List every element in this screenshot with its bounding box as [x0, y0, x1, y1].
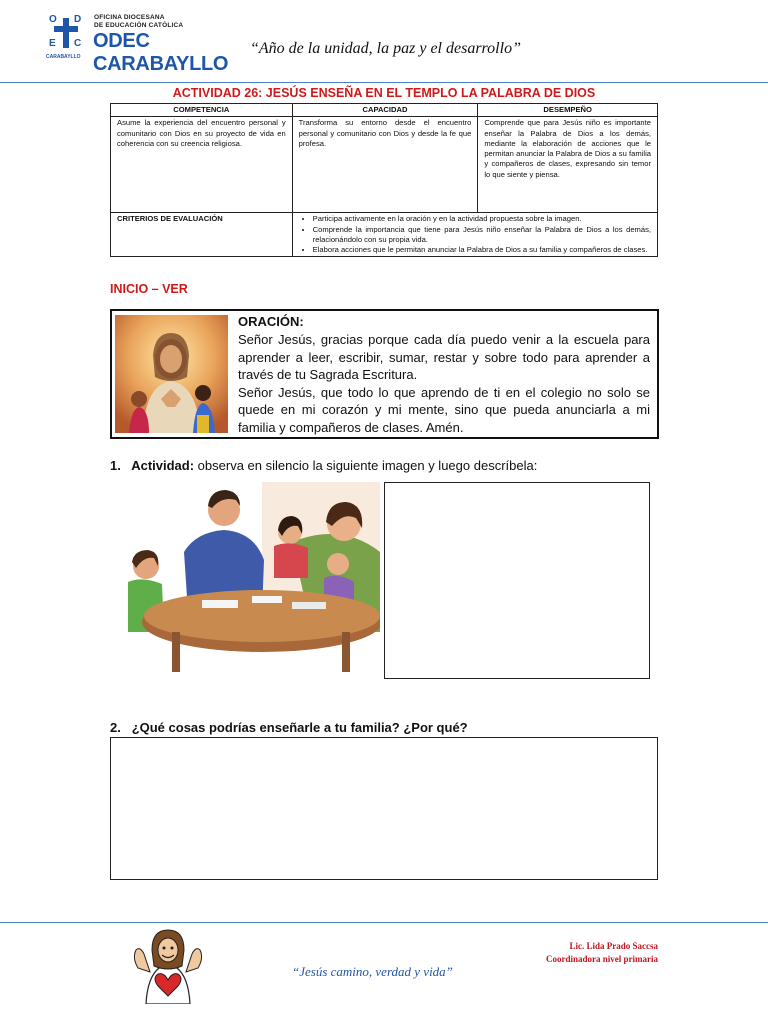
section-heading: INICIO – VER — [110, 282, 188, 296]
prayer-box — [110, 309, 659, 439]
cell-criterios-label: CRITERIOS DE EVALUACIÓN — [111, 213, 293, 257]
question-1-text: observa en silencio la siguiente imagen y luego descríbela: — [197, 458, 538, 473]
header-desempeno: DESEMPEÑO — [478, 104, 658, 117]
header-competencia: COMPETENCIA — [111, 104, 293, 117]
signature-role: Coordinadora nivel primaria — [546, 953, 658, 964]
family-reading-illustration — [112, 482, 380, 672]
table-header-row — [111, 104, 658, 117]
logo-subtitle: CARABAYLLO — [46, 54, 81, 60]
logo-letter-d: D — [74, 14, 82, 25]
year-motto: “Año de la unidad, la paz y el desarrollo” — [250, 40, 521, 57]
logo-letter-c: C — [74, 38, 82, 49]
org-name: ODEC CARABAYLLO — [93, 30, 229, 75]
org-name-small — [94, 14, 183, 30]
list-item: • Comprende la importancia que tiene para Jesús niño enseñar la Palabra de Dios a los demás, relacionándolo con su propia vida. — [313, 225, 651, 246]
footer-quote: “Jesús camino, verdad y vida” — [292, 964, 453, 979]
logo-letter-o: O — [49, 14, 57, 25]
question-1-label: Actividad: — [131, 458, 195, 473]
list-item: • Elabora acciones que le permitan anunciar la Palabra de Dios a su familia y compañeros de clases. — [313, 245, 651, 255]
prayer-text — [238, 331, 650, 437]
footer-signature — [460, 940, 658, 965]
cell-desempeno: Comprende que para Jesús niño es importante enseñar la Palabra de Dios a los demás, mediante la elaboración de acciones que le permitan anunciar la Palabra de Dios a su familia y compañeros de clases, expresando sin temor lo que siente y piensa. — [478, 117, 658, 213]
table-row-criterios — [111, 213, 658, 257]
question-2 — [110, 720, 468, 735]
org-line-1: OFICINA DIOCESANA — [94, 14, 165, 21]
header-capacidad: CAPACIDAD — [292, 104, 478, 117]
jesus-heart-icon — [128, 928, 208, 1004]
footer-divider — [0, 922, 768, 923]
question-1 — [110, 458, 537, 473]
list-item: • Participa activamente en la oración y en la actividad propuesta sobre la imagen. — [313, 214, 651, 224]
table-row — [111, 117, 658, 213]
question-2-number: 2. — [110, 720, 121, 735]
prayer-paragraph-2: Señor Jesús, que todo lo que aprendo de ti en el colegio no solo se quede en mi corazón y mi mente, sino que pueda anunciarla a mi familia y compañeros de clases. Amén. — [238, 384, 650, 435]
cell-competencia: Asume la experiencia del encuentro personal y comunitario con Dios en su proyecto de vida en coherencia con su creencia religiosa. — [111, 117, 293, 213]
cell-capacidad: Transforma su entorno desde el encuentro personal y comunitario con Dios y desde la fe que profesa. — [292, 117, 478, 213]
description-answer-box[interactable] — [384, 482, 650, 679]
criterios-list — [299, 214, 651, 255]
question-2-text: ¿Qué cosas podrías enseñarle a tu familia? ¿Por qué? — [131, 720, 468, 735]
odec-logo-icon — [46, 12, 86, 56]
header-divider — [0, 82, 768, 83]
question-1-number: 1. — [110, 458, 121, 473]
jesus-with-children-illustration — [115, 315, 228, 433]
competency-table — [110, 103, 658, 257]
signature-name: Lic. Lida Prado Saccsa — [569, 941, 658, 951]
family-answer-box[interactable] — [110, 737, 658, 880]
org-line-2: DE EDUCACIÓN CATÓLICA — [94, 22, 184, 29]
prayer-title: ORACIÓN: — [238, 314, 304, 329]
cell-criterios — [292, 213, 657, 257]
activity-title: ACTIVIDAD 26: JESÚS ENSEÑA EN EL TEMPLO LA PALABRA DE DIOS — [172, 86, 596, 100]
logo-letter-e: E — [49, 38, 56, 49]
odec-logo — [46, 12, 236, 75]
prayer-paragraph-1: Señor Jesús, gracias porque cada día puedo venir a la escuela para aprender a leer, escribir, sumar, restar y sobre todo para aprender a través de tu Sagrada Escritura. — [238, 332, 650, 383]
